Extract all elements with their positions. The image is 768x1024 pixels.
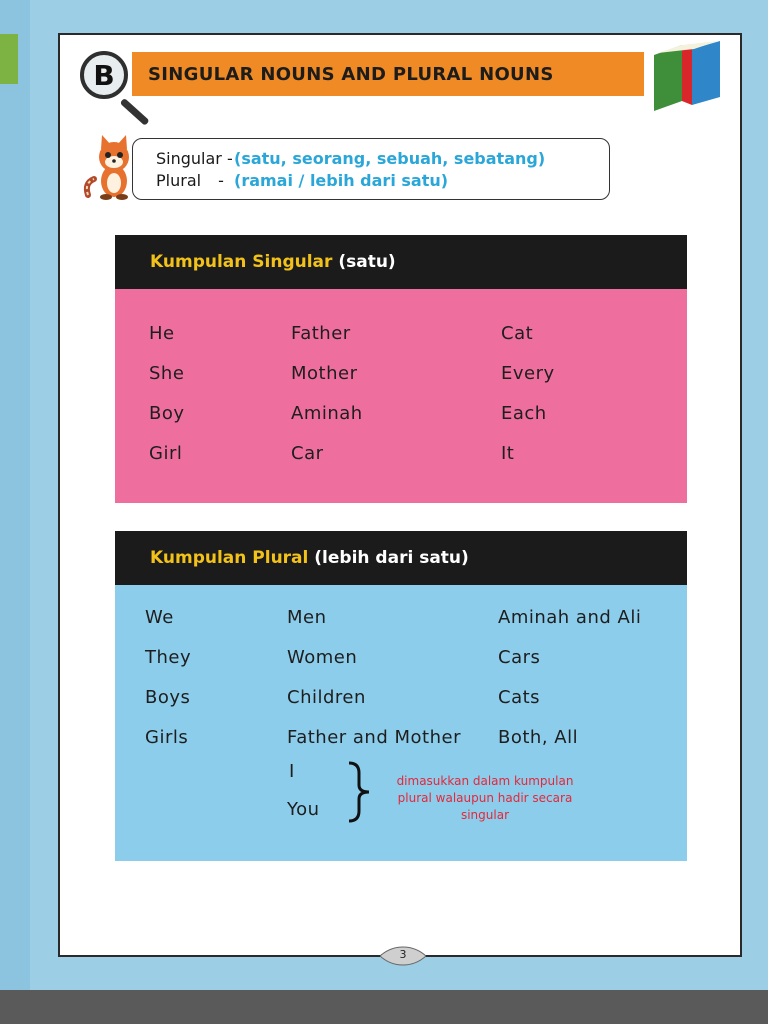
green-tab (0, 34, 18, 84)
plural-table-body (115, 585, 687, 861)
plural-table-title: Kumpulan Plural (150, 548, 309, 568)
table-cell: Men (287, 607, 327, 628)
table-cell: Both, All (498, 727, 579, 748)
singular-table-subtitle: (satu) (338, 252, 396, 272)
singular-value: (satu, seorang, sebuah, sebatang) (234, 149, 546, 168)
table-cell: Car (291, 443, 324, 464)
table-cell: Cat (501, 323, 534, 344)
table-cell: Children (287, 687, 366, 708)
table-cell: Boys (145, 687, 191, 708)
table-cell: Girls (145, 727, 189, 748)
table-cell: Father (291, 323, 351, 344)
table-cell: Father and Mother (287, 727, 461, 748)
table-cell: Cats (498, 687, 541, 708)
plural-note: dimasukkan dalam kumpulan plural walaupun hadir secara singular (396, 774, 574, 822)
cat-mascot-icon (82, 135, 144, 201)
magnifier-icon (80, 51, 128, 99)
table-cell: I (289, 761, 295, 782)
plural-definition: Plural - (ramai / lebih dari satu) (156, 171, 449, 190)
singular-table-header (115, 235, 687, 289)
table-cell: She (149, 363, 185, 384)
table-cell: We (145, 607, 174, 628)
table-cell: Cars (498, 647, 541, 668)
singular-table-title: Kumpulan Singular (150, 252, 333, 272)
table-cell: Women (287, 647, 358, 668)
table-cell: Boy (149, 403, 185, 424)
magnifier-handle (120, 98, 150, 126)
table-cell: Aminah and Ali (498, 607, 642, 628)
plural-value: (ramai / lebih dari satu) (234, 171, 449, 190)
bottom-strip (0, 990, 768, 1024)
page-title: SINGULAR NOUNS AND PLURAL NOUNS (148, 64, 554, 85)
page-number (380, 945, 426, 967)
table-cell: Aminah (291, 403, 363, 424)
plural-table-header (115, 531, 687, 585)
page-number-text: 3 (399, 948, 407, 961)
singular-label: Singular (156, 149, 222, 168)
table-cell: Each (501, 403, 547, 424)
curly-brace-icon (345, 761, 373, 823)
table-cell: It (501, 443, 515, 464)
book-icon (648, 41, 724, 111)
section-letter: B (93, 58, 115, 92)
book-cover-edge (0, 0, 30, 990)
definition-box (132, 138, 610, 200)
singular-definition: Singular -(satu, seorang, sebuah, sebatang) (156, 149, 546, 168)
table-cell: They (145, 647, 192, 668)
singular-table (115, 235, 687, 503)
table-cell: He (149, 323, 175, 344)
page (58, 33, 742, 961)
table-cell: Girl (149, 443, 183, 464)
plural-table (115, 531, 687, 861)
plural-table-subtitle: (lebih dari satu) (314, 548, 469, 568)
table-cell: You (287, 799, 320, 820)
singular-table-body (115, 289, 687, 503)
plural-label: Plural (156, 171, 202, 190)
table-cell: Mother (291, 363, 358, 384)
table-cell: Every (501, 363, 555, 384)
